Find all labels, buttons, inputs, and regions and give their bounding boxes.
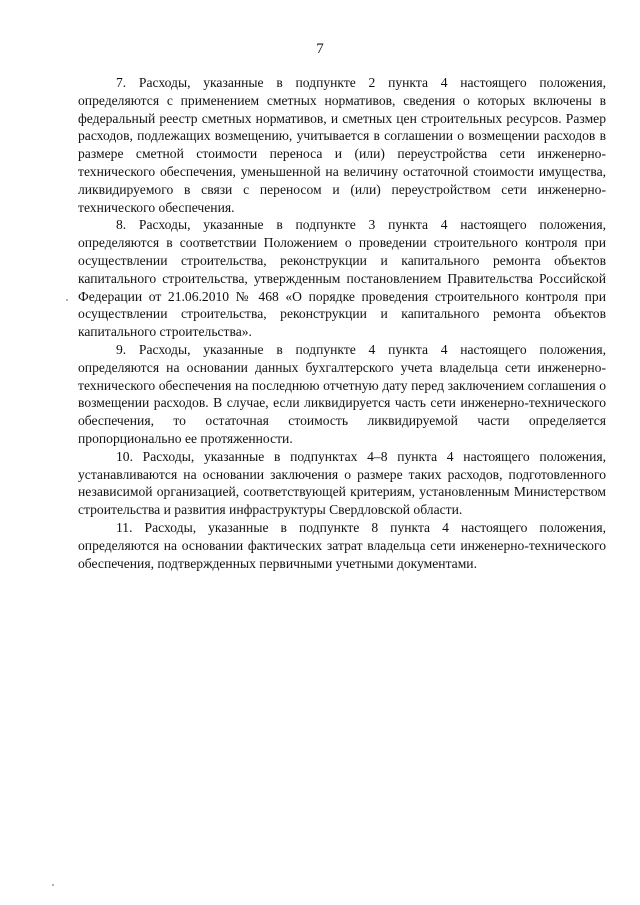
paragraph-8: 8. Расходы, указанные в подпункте 3 пункта 4 настоящего положения, определяются в соответствии Положением о проведении строительного контроля при осуществлении строительства, реконструкции и капитального ремонта объектов капитального строительства, утвержденным постановлением Правительства Российской Федерации от 21.06.2010 № 468 «О порядке проведения строительного контроля при осуществлении строительства, реконструкции и капитального ремонта объектов капитального строительства». bbox=[78, 217, 606, 340]
scan-speck bbox=[52, 884, 54, 886]
scan-speck bbox=[66, 299, 68, 301]
page-number: 7 bbox=[316, 41, 324, 57]
paragraph-10: 10. Расходы, указанные в подпунктах 4–8 пункта 4 настоящего положения, устанавливаются на основании заключения о размере таких расходов, подготовленного независимой организацией, соответствующей критериям, установленным Министерством строительства и развития инфраструктуры Свердловской области. bbox=[78, 448, 606, 518]
paragraph-9: 9. Расходы, указанные в подпункте 4 пункта 4 настоящего положения, определяются на основании данных бухгалтерского учета владельца сети инженерно-технического обеспечения на последнюю отчетную дату перед заключением соглашения о возмещении расходов. В случае, если ликвидируется часть сети инженерно-технического обеспечения, то остаточная стоимость ликвидируемой части определяется пропорционально ее протяженности. bbox=[78, 341, 606, 446]
paragraph-7: 7. Расходы, указанные в подпункте 2 пункта 4 настоящего положения, определяются с применением сметных нормативов, сведения о которых включены в федеральный реестр сметных нормативов, и сметных цен строительных ресурсов. Размер расходов, подлежащих возмещению, учитывается в соглашении о возмещении расходов в размере сметной стоимости переноса и (или) переустройства сети инженерно-технического обеспечения, уменьшенной на величину остаточной стоимости имущества, ликвидируемого в связи с переносом и (или) переустройством сети инженерно-технического обеспечения. bbox=[78, 75, 606, 215]
paragraph-11: 11. Расходы, указанные в подпункте 8 пункта 4 настоящего положения, определяются на основании фактических затрат владельца сети инженерно-технического обеспечения, подтвержденных первичными учетными документами. bbox=[78, 519, 606, 571]
document-body bbox=[78, 74, 606, 572]
